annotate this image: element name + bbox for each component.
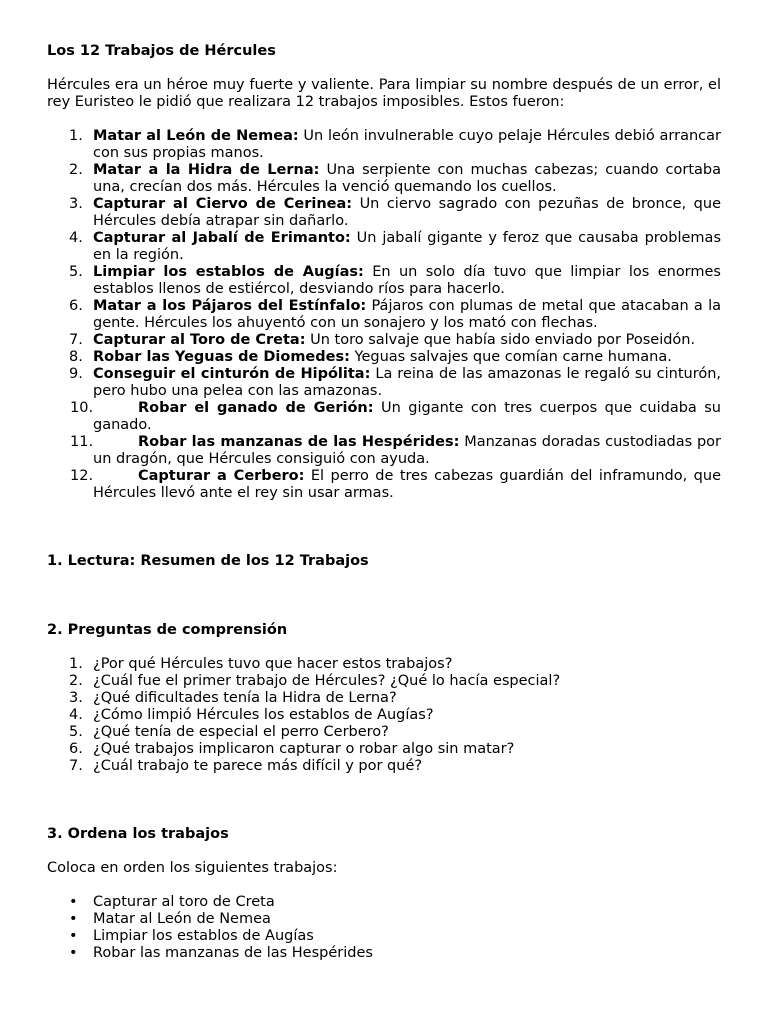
section-heading-reading: 1. Lectura: Resumen de los 12 Trabajos — [47, 553, 369, 569]
labors-list — [47, 128, 721, 502]
bullet-icon: • — [69, 911, 78, 927]
list-item: 2. Matar a la Hidra de Lerna: Una serpiente con muchas cabezas; cuando cortaba una, crecían dos más. Hércules la venció quemando los cuellos. — [69, 162, 721, 195]
intro-paragraph: Hércules era un héroe muy fuerte y valiente. Para limpiar su nombre después de un error, el rey Euristeo le pidió que realizara 12 trabajos imposibles. Estos fueron: — [47, 77, 721, 110]
list-item: 6. ¿Qué trabajos implicaron capturar o robar algo sin matar? — [69, 741, 515, 757]
list-item: 4. Capturar al Jabalí de Erimanto: Un jabalí gigante y feroz que causaba problemas en la región. — [69, 230, 722, 263]
bullet-icon: • — [69, 894, 78, 910]
list-item: 9. Conseguir el cinturón de Hipólita: La reina de las amazonas le regaló su cinturón, pero hubo una pelea con las amazonas. — [69, 366, 722, 399]
list-item: • Robar las manzanas de las Hespérides — [69, 945, 373, 961]
list-item: 11. Robar las manzanas de las Hespérides: Manzanas doradas custodiadas por un dragón, que Hércules consiguió con ayuda. — [70, 434, 721, 467]
section-heading-order: 3. Ordena los trabajos — [47, 826, 229, 842]
list-item: 5. Limpiar los establos de Augías: En un solo día tuvo que limpiar los enormes establos llenos de estiércol, desviando ríos para hacerlo. — [69, 264, 721, 297]
list-item: 4. ¿Cómo limpió Hércules los establos de Augías? — [69, 707, 434, 723]
list-item: 8. Robar las Yeguas de Diomedes: Yeguas salvajes que comían carne humana. — [69, 349, 672, 365]
list-item: 7. Capturar al Toro de Creta: Un toro salvaje que había sido enviado por Poseidón. — [69, 332, 696, 348]
list-item: 10. Robar el ganado de Gerión: Un gigante con tres cuerpos que cuidaba su ganado. — [70, 400, 721, 433]
list-item: 3. ¿Qué dificultades tenía la Hidra de Lerna? — [69, 690, 397, 706]
bullet-icon: • — [69, 928, 78, 944]
list-item: 7. ¿Cuál trabajo te parece más difícil y por qué? — [69, 758, 423, 774]
list-item: 6. Matar a los Pájaros del Estínfalo: Pájaros con plumas de metal que atacaban a la gente. Hércules los ahuyentó con un sonajero y los mató con flechas. — [69, 298, 721, 331]
order-instructions: Coloca en orden los siguientes trabajos: — [47, 860, 338, 876]
bullet-icon: • — [69, 945, 78, 961]
list-item: • Capturar al toro de Creta — [69, 894, 275, 910]
list-item: • Limpiar los establos de Augías — [69, 928, 314, 944]
questions-list — [47, 656, 721, 775]
list-item: 1. ¿Por qué Hércules tuvo que hacer estos trabajos? — [69, 656, 453, 672]
document-title: Los 12 Trabajos de Hércules — [47, 43, 276, 59]
list-item: 5. ¿Qué tenía de especial el perro Cerbero? — [69, 724, 389, 740]
list-item: 2. ¿Cuál fue el primer trabajo de Hércules? ¿Qué lo hacía especial? — [69, 673, 561, 689]
section-heading-questions: 2. Preguntas de comprensión — [47, 622, 288, 638]
order-list — [47, 894, 373, 962]
list-item: • Matar al León de Nemea — [69, 911, 271, 927]
list-item: 3. Capturar al Ciervo de Cerinea: Un ciervo sagrado con pezuñas de bronce, que Hércules debía atrapar sin dañarlo. — [69, 196, 721, 229]
list-item: 1. Matar al León de Nemea: Un león invulnerable cuyo pelaje Hércules debió arrancar con sus propias manos. — [69, 128, 721, 161]
list-item: 12. Capturar a Cerbero: El perro de tres cabezas guardián del inframundo, que Hércules llevó ante el rey sin usar armas. — [70, 468, 721, 501]
